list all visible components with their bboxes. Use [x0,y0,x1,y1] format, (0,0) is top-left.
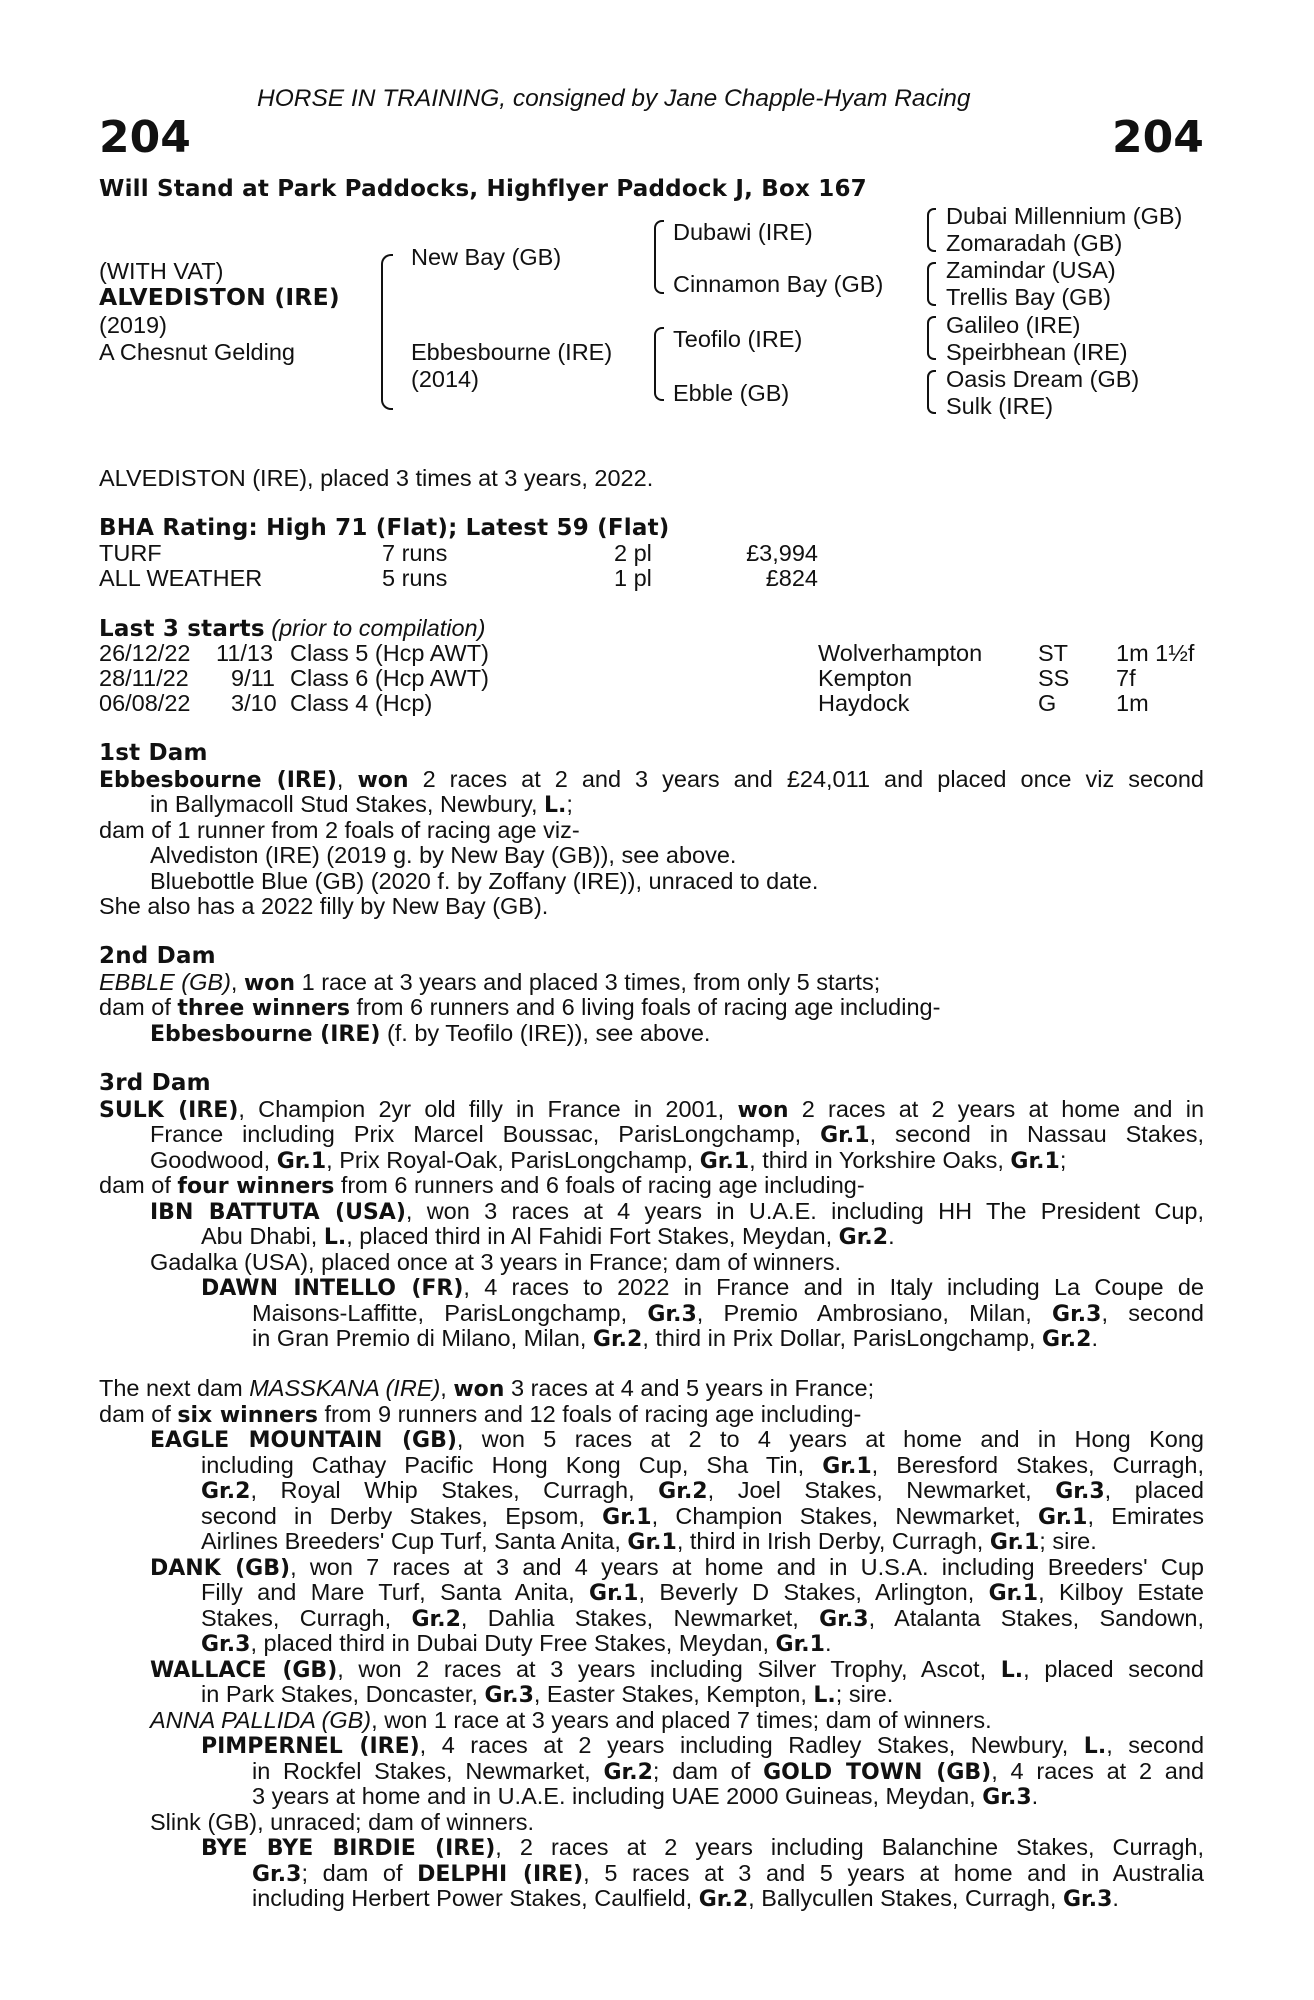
start-class: Class 4 (Hcp) [290,690,433,716]
text-line: in Rockfel Stakes, Newmarket, Gr.2; dam of GOLD TOWN (GB), 4 races at 2 and [252,1757,1205,1785]
text-line: Abu Dhabi, L., placed third in Al Fahidi Fort Stakes, Meydan, Gr.2. [201,1223,895,1250]
rating-surface: ALL WEATHER [99,565,263,591]
start-going: G [1038,690,1057,716]
lot-number-right: 204 [1112,112,1204,163]
produce-item: DANK (GB), won 7 races at 3 and 4 years at home and in U.S.A. including Breeders' Cup [150,1553,1204,1581]
text-line: dam of 1 runner from 2 foals of racing age viz- [99,816,580,843]
rating-runs: 7 runs [382,540,448,566]
text-line: in Ballymacoll Stud Stakes, Newbury, L.; [150,791,573,818]
start-date: 28/11/22 [99,665,189,691]
text-line: including Cathay Pacific Hong Kong Cup, Sha Tin, Gr.1, Beresford Stakes, Curragh, [201,1451,1204,1479]
produce-item: Ebbesbourne (IRE) (f. by Teofilo (IRE)), see above. [150,1019,711,1047]
dam-year: (2014) [411,366,479,392]
race-summary: ALVEDISTON (IRE), placed 3 times at 3 years, 2022. [99,465,654,491]
produce-item: Gadalka (USA), placed once at 3 years in France; dam of winners. [150,1248,841,1275]
pedigree-brace [927,316,936,360]
text-line: dam of four winners from 6 runners and 6 foals of racing age including- [99,1172,865,1199]
last-starts-heading: Last 3 starts [99,616,265,642]
start-position: 9/11 [231,665,275,691]
produce-item: Alvediston (IRE) (2019 g. by New Bay (GB)), see above. [150,842,737,868]
produce-item: BYE BYE BIRDIE (IRE), 2 races at 2 years including Balanchine Stakes, Curragh, [201,1834,1204,1861]
text-line: The next dam MASSKANA (IRE), won 3 races at 4 and 5 years in France; [99,1375,875,1402]
rating-placed: 1 pl [614,565,652,591]
first-dam-section [99,741,1204,920]
second-dam-section [99,944,1204,1046]
sire-dam: Cinnamon Bay (GB) [673,271,884,297]
start-position: 11/13 [216,640,274,666]
rating-runs: 5 runs [382,565,448,591]
text-line: She also has a 2022 filly by New Bay (GB). [99,893,549,919]
ped-dsd: Speirbhean (IRE) [946,339,1128,365]
text-line: EBBLE (GB), won 1 race at 3 years and placed 3 times, from only 5 starts; [99,968,881,996]
horse-description: A Chesnut Gelding [99,339,295,365]
produce-item: WALLACE (GB), won 2 races at 3 years including Silver Trophy, Ascot, L., placed second [150,1655,1204,1683]
start-distance: 1m [1116,690,1149,716]
dam-name: Ebbesbourne (IRE) [411,339,613,365]
consignor-line: HORSE IN TRAINING, consigned by Jane Chapple-Hyam Racing [257,85,971,112]
rating-money: £3,994 [746,540,818,566]
start-date: 06/08/22 [99,690,191,716]
pedigree-brace [654,327,664,401]
pedigree-brace [927,262,936,306]
start-going: SS [1038,665,1070,691]
produce-item: Slink (GB), unraced; dam of winners. [150,1808,534,1835]
text-line: Gr.3, placed third in Dubai Duty Free Stakes, Meydan, Gr.1. [201,1630,832,1657]
section-heading: 3rd Dam [99,1070,211,1096]
rating-money: £824 [765,565,818,591]
horse-year: (2019) [99,312,167,338]
text-line: in Park Stakes, Doncaster, Gr.3, Easter Stakes, Kempton, L.; sire. [201,1681,894,1708]
text-line: Gr.2, Royal Whip Stakes, Curragh, Gr.2, Joel Stakes, Newmarket, Gr.3, placed [201,1477,1204,1504]
ped-dss: Galileo (IRE) [946,312,1081,338]
ped-ssd: Zomaradah (GB) [946,230,1123,256]
pedigree-brace [654,220,664,294]
next-dam-section [99,1376,1204,1912]
sire-name: New Bay (GB) [411,244,562,270]
third-dam-section [99,1071,1204,1352]
dam-sire: Teofilo (IRE) [673,326,803,352]
text-line: Maisons-Laffitte, ParisLongchamp, Gr.3, Premio Ambrosiano, Milan, Gr.3, second [252,1299,1204,1327]
rating-surface: TURF [99,540,162,566]
text-line: SULK (IRE), Champion 2yr old filly in France in 2001, won 2 races at 2 years at home and in [99,1095,1205,1123]
text-line: 3 years at home and in U.A.E. including UAE 2000 Guineas, Meydan, Gr.3. [252,1783,1039,1810]
last-starts-title [99,616,485,643]
ped-dds: Oasis Dream (GB) [946,366,1140,392]
text-line: including Herbert Power Stakes, Caulfield, Gr.2, Ballycullen Stakes, Curragh, Gr.3. [252,1885,1119,1912]
produce-item: ANNA PALLIDA (GB), won 1 race at 3 years and placed 7 times; dam of winners. [150,1706,992,1733]
text-line: Stakes, Curragh, Gr.2, Dahlia Stakes, Newmarket, Gr.3, Atalanta Stakes, Sandown, [201,1604,1204,1632]
section-heading: 1st Dam [99,740,208,766]
produce-item: IBN BATTUTA (USA), won 3 races at 4 years in U.A.E. including HH The President Cup, [150,1197,1204,1225]
text-line: Goodwood, Gr.1, Prix Royal-Oak, ParisLongchamp, Gr.1, third in Yorkshire Oaks, Gr.1; [150,1146,1067,1174]
rating-placed: 2 pl [614,540,652,566]
produce-item: PIMPERNEL (IRE), 4 races at 2 years including Radley Stakes, Newbury, L., second [201,1732,1205,1759]
text-line: Airlines Breeders' Cup Turf, Santa Anita, Gr.1, third in Irish Derby, Curragh, Gr.1; sire. [201,1528,1097,1555]
pedigree-brace [927,208,936,252]
ped-sss: Dubai Millennium (GB) [946,203,1183,229]
text-line: second in Derby Stakes, Epsom, Gr.1, Champion Stakes, Newmarket, Gr.1, Emirates [201,1502,1204,1530]
text-line: in Gran Premio di Milano, Milan, Gr.2, third in Prix Dollar, ParisLongchamp, Gr.2. [252,1325,1098,1352]
section-heading: 2nd Dam [99,943,216,969]
text-line: France including Prix Marcel Boussac, ParisLongchamp, Gr.1, second in Nassau Stakes, [150,1121,1205,1148]
text-line: dam of six winners from 9 runners and 12 foals of racing age including- [99,1400,862,1428]
start-position: 3/10 [231,690,277,716]
start-date: 26/12/22 [99,640,191,666]
sire-sire: Dubawi (IRE) [673,219,813,245]
produce-item: EAGLE MOUNTAIN (GB), won 5 races at 2 to 4 years at home and in Hong Kong [150,1426,1204,1453]
text-line: dam of three winners from 6 runners and 6 living foals of racing age including- [99,994,941,1021]
last-starts-note: (prior to compilation) [271,615,486,641]
start-course: Haydock [818,690,910,716]
lot-number-left: 204 [99,112,191,163]
text-line: Gr.3; dam of DELPHI (IRE), 5 races at 3 and 5 years at home and in Australia [252,1859,1205,1887]
pedigree-brace [927,370,936,414]
start-going: ST [1038,640,1069,666]
start-distance: 1m 1½f [1116,640,1195,666]
ped-sds: Zamindar (USA) [946,257,1116,283]
pedigree-brace [381,254,393,410]
ped-sdd: Trellis Bay (GB) [946,284,1111,310]
vat-note: (WITH VAT) [99,258,224,284]
produce-item: Bluebottle Blue (GB) (2020 f. by Zoffany (IRE)), unraced to date. [150,867,819,894]
bha-rating-title: BHA Rating: High 71 (Flat); Latest 59 (Flat) [99,515,670,541]
horse-name: ALVEDISTON (IRE) [99,283,340,311]
dam-dam: Ebble (GB) [673,380,790,406]
text-line: Filly and Mare Turf, Santa Anita, Gr.1, Beverly D Stakes, Arlington, Gr.1, Kilboy Estate [201,1579,1204,1606]
start-distance: 7f [1116,665,1136,691]
start-class: Class 5 (Hcp AWT) [290,640,489,666]
text-line: Ebbesbourne (IRE), won 2 races at 2 and 3 years and £24,011 and placed once viz second [99,765,1204,793]
start-course: Wolverhampton [818,640,983,666]
start-class: Class 6 (Hcp AWT) [290,665,489,691]
start-course: Kempton [818,665,913,691]
stand-location: Will Stand at Park Paddocks, Highflyer Paddock J, Box 167 [99,176,867,202]
ped-ddd: Sulk (IRE) [946,393,1054,419]
produce-item: DAWN INTELLO (FR), 4 races to 2022 in France and in Italy including La Coupe de [201,1274,1204,1301]
